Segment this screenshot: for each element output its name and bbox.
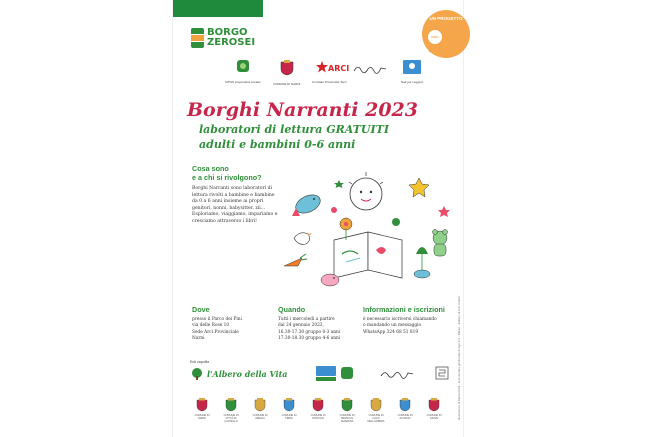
cipss-logo [225,60,261,84]
dove-column [192,305,242,342]
brand-line-2: ZEROSEI [207,37,256,48]
star-tiny-icon [334,180,344,188]
subtitle-line-1: laboratori di lettura GRATUITI [199,123,389,136]
arci-caption: Comitato Provinciale Terni [312,80,347,84]
signature-logo [353,62,387,80]
svg-text:ARCI: ARCI [328,64,350,73]
berry-icon [331,207,337,213]
crest-icon [312,398,324,412]
star-small-icon [438,206,450,217]
quando-line: 16.30-17.30 gruppo 0-3 anni [278,329,341,335]
intro-heading-line-2: e a chi si rivolgono? [192,173,262,182]
quando-line: Tutti i mercoledì a partire [278,317,335,322]
comune-crest [394,398,416,420]
comune-crest [278,398,300,420]
cipss-caption: CIPSS cooperativa sociale [225,80,261,84]
iscrizioni-line: è necessario iscriversi chiamando [363,317,437,322]
crest-icon [399,398,411,412]
children-reading-illustration [276,162,456,294]
credits-vertical-text: Illustrazioni di Marta Rotili - testi da idea genitoriale di Agè 0-6 - Bilbao - Edition di Arci Violetti [457,296,461,420]
comune-caption: COMUNE DI OTRICOLI [310,414,326,420]
tree-icon [190,368,204,380]
quando-line: dal 24 gennaio 2023, [278,323,324,329]
dove-line: via delle Rose 10 [192,323,230,329]
carrot-icon [284,254,307,266]
comune-crest [220,398,242,423]
dove-line: Narni [192,335,205,341]
partner-logos [225,60,430,90]
crest-icon [341,398,353,412]
brand-line-1: BORGO [207,27,248,38]
comune-caption: COMUNE DI ALVIANO [397,414,413,420]
borgo-logo-icon [191,28,204,48]
star-icon [409,178,429,197]
dove-line: presso il Parco dei Pini [192,317,242,322]
signature-sponsor-icon [380,369,414,379]
comune-caption: COMUNE DI CITTÀ DI CASTELLO [223,414,239,423]
cipss-icon [233,60,253,74]
signature-icon [353,63,387,75]
dove-heading: Dove [192,305,210,314]
con-i-bambini-badge [422,10,470,58]
iscrizioni-line: WhatsApp 324 68 51 819 [363,329,419,335]
cipss-sponsor-icon [340,366,354,380]
poster [173,0,463,437]
badge-top-text: UN PROGETTO [429,16,463,21]
comune-caption: COMUNE DI TERNI [281,414,297,420]
iscrizioni-heading: Informazioni e iscrizioni [363,305,445,314]
comune-caption: COMUNE DI CALVI DELL'UMBRIA [367,414,385,423]
npl-icon [403,60,421,74]
comune-caption: COMUNE DI PENNA IN TEVERINA [339,414,355,423]
subtitle-line-2: adulti e bambini 0-6 anni [199,138,356,151]
comune-crest [307,398,329,420]
main-title: Borghi Narranti 2023 [187,99,418,121]
nati-per-leggere-logo [401,60,423,84]
crest-icon [196,398,208,412]
badge-inner-text: CON I BAMBINI [428,30,442,44]
pink-bird-icon [321,274,339,286]
crest-icon [283,398,295,412]
npl-caption: Nati per Leggere [401,80,424,84]
comune-crest [336,398,358,423]
sponsor-logos [190,366,455,394]
crest-icon [254,398,266,412]
crest-icon [370,398,382,412]
leaf-icon [392,218,400,226]
crest-icon [428,398,440,412]
top-green-band [173,0,263,17]
fish-icon [292,191,323,216]
comune-crest [365,398,387,423]
iscrizioni-column [363,305,445,336]
quando-column [278,305,340,342]
sponsor-label: Enti capofila [190,360,210,364]
arci-logo [312,60,350,84]
comune-crest [249,398,271,420]
plant-icon [414,247,430,278]
borgo-zerosei-logo [191,28,255,48]
comuni-row [191,398,456,430]
quando-line: 17.30-18.30 gruppo 4-6 anni [278,335,341,341]
dove-line: Sede Arci Provinciale [192,329,239,335]
comune-caption: COMUNE DI NARNI [194,414,210,420]
comune-caption: COMUNE DI AMELIA [252,414,268,420]
albero-text: l'Albero della Vita [207,369,288,379]
open-book-icon [334,232,402,278]
comune-crest [423,398,445,420]
comune-narni-logo [273,60,300,86]
bird-icon [294,233,312,245]
teddy-bear-icon [433,230,448,257]
crest-icon [280,60,294,76]
sun-face-icon [349,172,383,210]
arci-star-icon [316,60,350,74]
synergia-icon [435,366,449,382]
crest-icon [225,398,237,412]
iscrizioni-line: o mandando un messaggio [363,323,422,329]
albero-della-vita-logo [190,368,287,380]
npl-sponsor-icon [316,366,336,382]
comune-caption: COMUNE DI NARNI [273,82,301,86]
comune-caption: COMUNE DI GIOVE [426,414,442,420]
comune-crest [191,398,213,420]
quando-heading: Quando [278,305,306,314]
intro-body: Borghi Narranti sono laboratori di lettura rivolti a bambine e bambine da 0 a 6 anni insieme ai propri genitori, nonni, babysitter, zii... Esploriamo, viaggiamo, impariamo e cresciamo attraverso i libri! [192,186,278,224]
intro-heading-line-1: Cosa sono [192,164,229,173]
